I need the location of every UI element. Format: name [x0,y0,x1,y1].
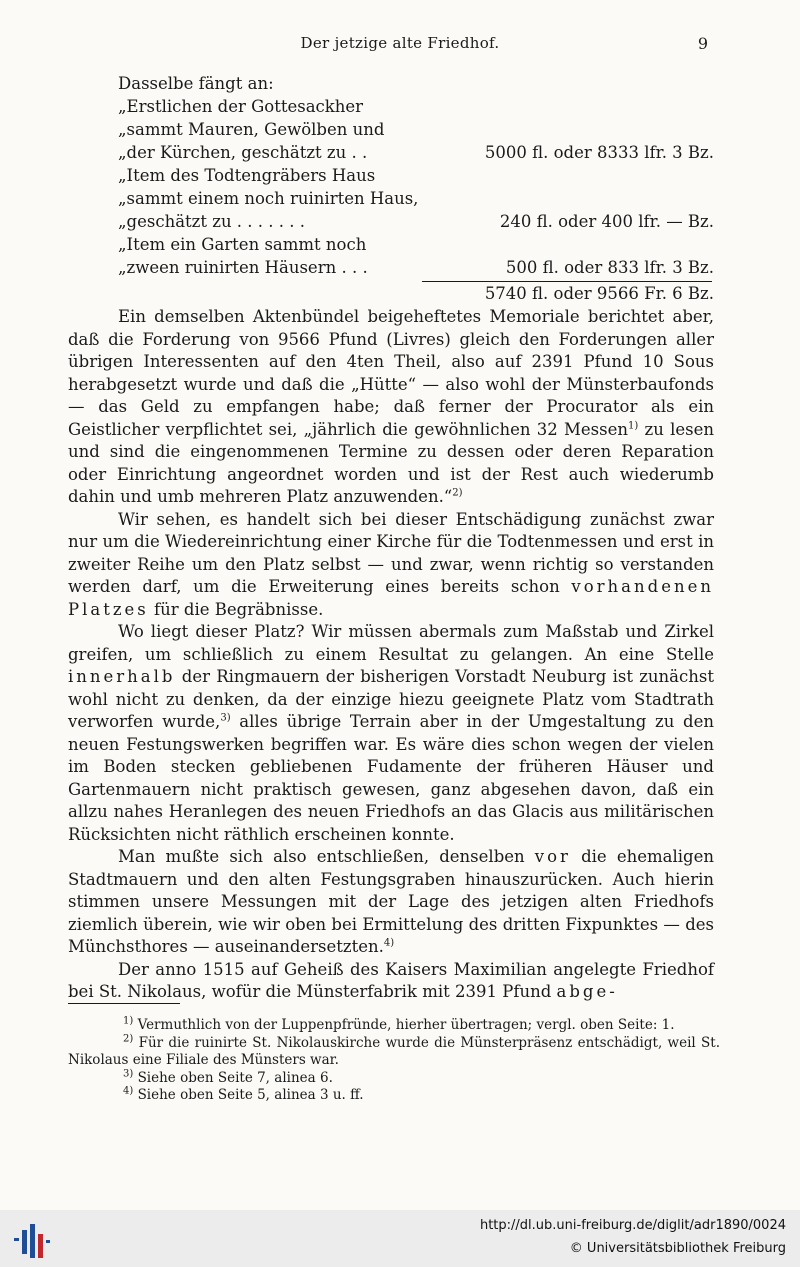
footnote-ref: 3) [220,712,231,724]
estimate-amount: 5000 fl. oder 8333 lfr. 3 Bz. [484,143,714,162]
page-number: 9 [697,34,708,53]
sum-rule [422,281,712,282]
footnote: $^{1)}$ Vermuthlich von der Luppenpfründe, hierher übertragen; vergl. oben Seite: 1. [123,1015,675,1033]
spaced-emphasis: vor [534,847,571,866]
paragraph: Wir sehen, es handelt sich bei dieser Entschädigung zunächst zwar nur um die Wiedereinrichtung einer Kirche für die Todtenmessen und erst in zweiter Reihe um den Platz selbst — und zwar, wenn richtig so verstanden werden darf, um die Erweiterung eines bereits schon vorhandenen Platzes für die Begräbnisse. [68,509,714,619]
spaced-emphasis: innerhalb [68,667,176,686]
estimate-intro: Dasselbe fängt an: [118,74,274,93]
estimate-total: 5740 fl. oder 9566 Fr. 6 Bz. [484,284,714,303]
paragraph: Der anno 1515 auf Geheiß des Kaisers Maximilian angelegte Friedhof bei St. Nikolaus, wofür die Münsterfabrik mit 2391 Pfund abge- [68,959,714,1001]
estimate-line: „Item ein Garten sammt noch [118,235,367,254]
paragraph: Ein demselben Aktenbündel beigeheftetes Memoriale berichtet aber, daß die Forderung von 9566 Pfund (Livres) gleich den Forderungen aller übrigen Interessenten auf den 4ten Theil, also auf 2391 Pfund 10 Sous herabgesetzt wurde und daß die „Hütte“ — also wohl der Münsterbaufonds — das Geld zu empfangen habe; daß ferner der Procurator als ein Geistlicher verpflichtet sei, „jährlich die gewöhnlichen 32 Messen$^{1)}$ zu lesen und sind die eingenommenen Termine zu dessen oder deren Reparation oder Einrichtung angeordnet worden und ist der Rest auch wiederumb dahin und umb mehreren Platz anzuwenden.“$^{2)}$ [68,307,714,506]
footnote-ref: 2) [452,487,463,499]
library-logo-icon [8,1218,52,1262]
estimate-line: „geschätzt zu . . . . . . . [118,212,305,231]
footnote-ref: 4) [383,937,395,949]
footnote-rule [68,1003,180,1004]
estimate-line: „sammt einem noch ruinirten Haus, [118,189,419,208]
estimate-line: „der Kürchen, geschätzt zu . . [118,143,368,162]
paragraph: Wo liegt dieser Platz? Wir müssen abermals zum Maßstab und Zirkel greifen, um schließlich zu einem Resultat zu gelangen. An eine Stelle innerhalb der Ringmauern der bisherigen Vorstadt Neuburg ist zunächst wohl nicht zu denken, da der einzige hiezu geeignete Platz vom Stadtrath verworfen wurde,$^{3)}$ alles übrige Terrain aber in der Umgestaltung zu den neuen Festungswerken begriffen war. Es wäre dies schon wegen der vielen im Boden stecken gebliebenen Fudamente der früheren Häuser und Gartenmauern nicht praktisch gewesen, ganz abgesehen davon, daß ein allzu nahes Heranlegen des neuen Friedhofs an das Glacis aus militärischen Rücksichten nicht räthlich erscheinen konnte. [68,622,714,844]
footnote: $^{3)}$ Siehe oben Seite 7, alinea 6. [123,1068,333,1086]
permalink-url[interactable]: http://dl.ub.uni-freiburg.de/diglit/adr1890/0024 [479,1218,786,1233]
running-title: Der jetzige alte Friedhof. [300,34,500,52]
estimate-line: „sammt Mauren, Gewölben und [118,120,385,139]
viewer-footer [0,1210,800,1267]
paragraph: Man mußte sich also entschließen, denselben vor die ehemaligen Stadtmauern und den alten Festungsgraben hinauszurücken. Auch hierin stimmen unsere Messungen mit der Lage des jetzigen alten Friedhofs ziemlich überein, wie wir oben bei Ermittelung des dritten Fixpunktes — des Münchsthores — auseinandersetzten.$^{4)}$ [68,847,714,956]
spaced-emphasis: abge- [556,982,618,1001]
estimate-amount: 240 fl. oder 400 lfr. — Bz. [499,212,714,231]
estimate-amount: 500 fl. oder 833 lfr. 3 Bz. [505,258,714,277]
estimate-line: „zween ruinirten Häusern . . . [118,258,368,277]
footnote: $^{2)}$ Für die ruinirte St. Nikolauskirche wurde die Münsterpräsenz entschädigt, weil St. Nikolaus eine Filiale des Münsters war. [68,1033,720,1068]
footnote: $^{4)}$ Siehe oben Seite 5, alinea 3 u. ff. [123,1085,364,1103]
running-header [0,34,800,56]
copyright-notice: © Universitätsbibliothek Freiburg [569,1241,786,1256]
spaced-emphasis: vorhandenen Platzes [68,577,714,619]
main-text [68,306,714,1004]
footnote-ref: 1) [628,420,639,431]
estimate-line: „Item des Todtengräbers Haus [118,166,376,185]
footnotes [68,1017,720,1105]
estimate-line: „Erstlichen der Gottesackher [118,97,364,116]
